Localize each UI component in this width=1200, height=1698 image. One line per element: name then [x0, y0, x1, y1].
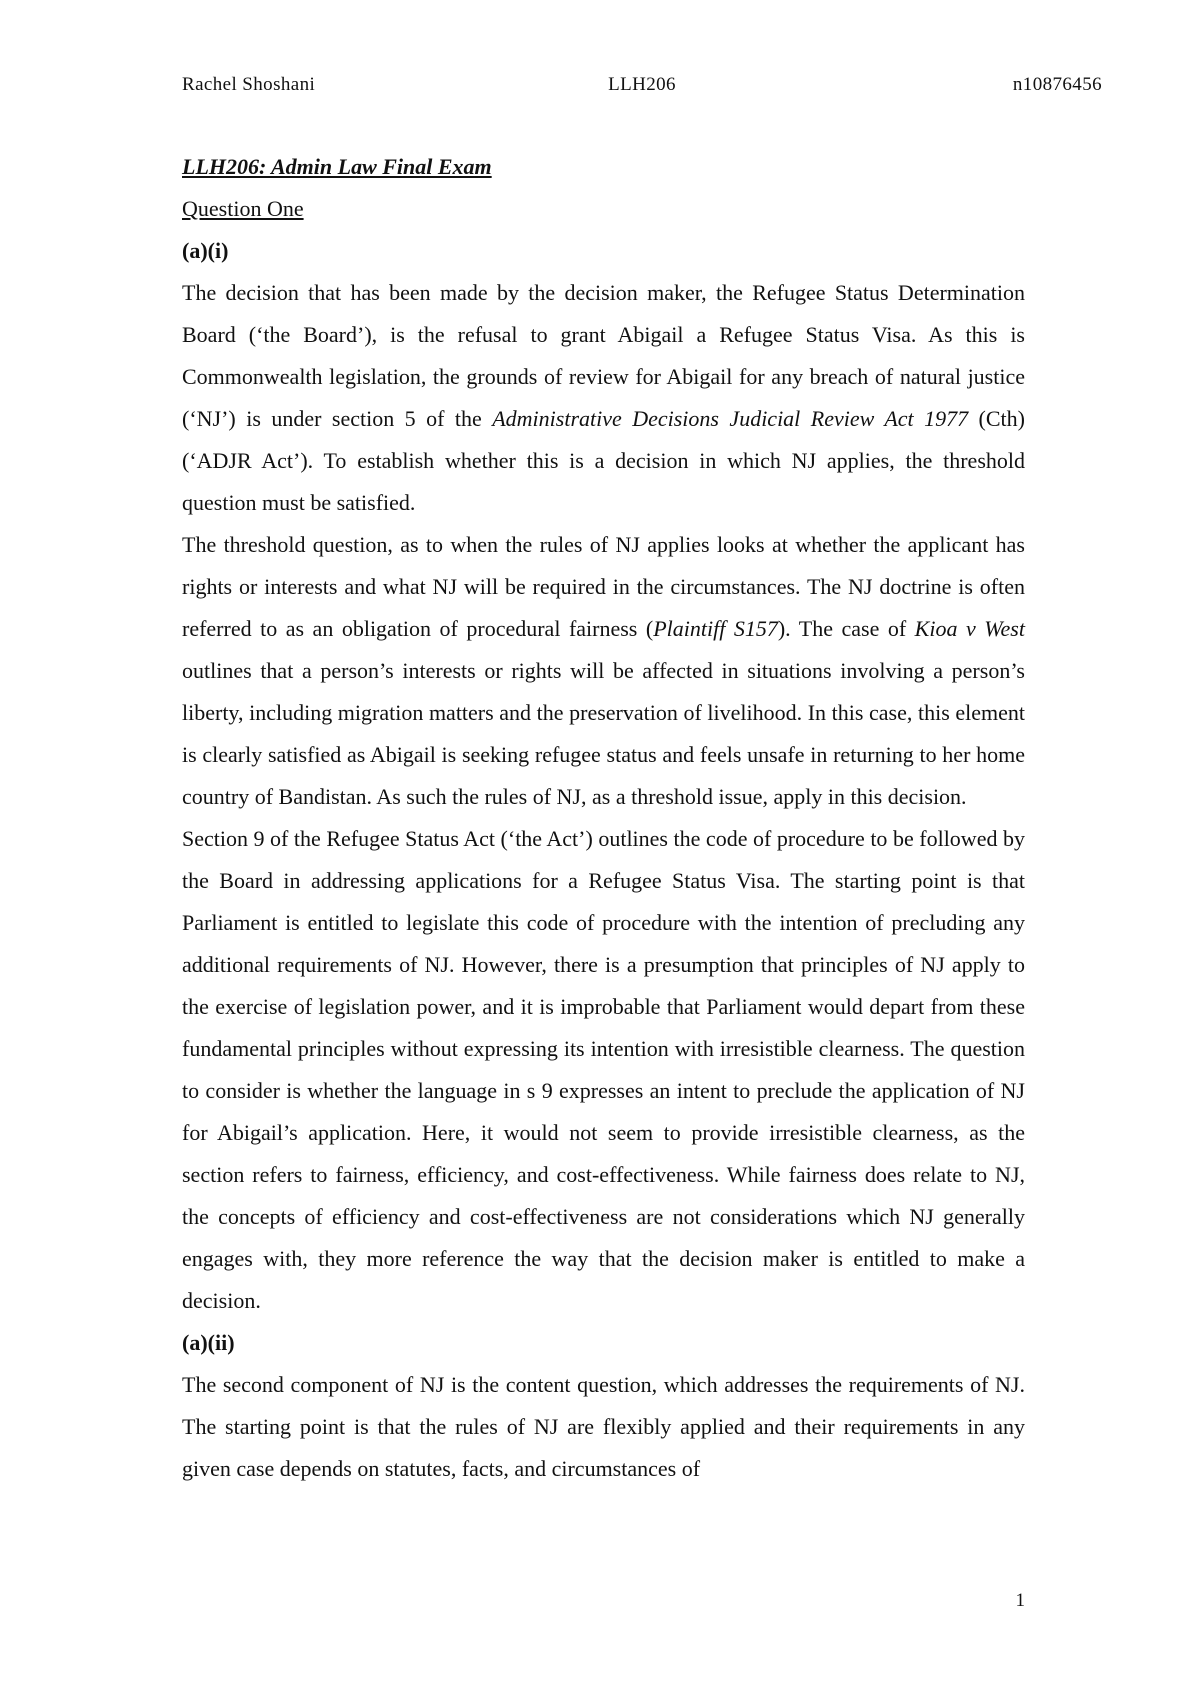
document-title: LLH206: Admin Law Final Exam: [182, 154, 492, 179]
section-heading-a-i: (a)(i): [182, 238, 229, 263]
paragraph-content-question: The second component of NJ is the content question, which addresses the requirements of NJ. The starting point is that the rules of NJ are flexibly applied and their requirements in any given case depends on statutes, facts, and circumstances of: [182, 1372, 1025, 1481]
act-citation: Administrative Decisions Judicial Review Act 1977: [492, 406, 969, 431]
page-number: 1: [1015, 1590, 1025, 1611]
paragraph-threshold: The threshold question, as to when the rules of NJ applies looks at whether the applicant has rights or interests and what NJ will be required in the circumstances. The NJ doctrine is often referred to as an obligation of procedural fairness (Plaintiff S157). The case of Kioa v West outlines that a person’s interests or rights will be affected in situations involving a person’s liberty, including migration matters and the preservation of livelihood. In this case, this element is clearly satisfied as Abigail is seeking refugee status and feels unsafe in returning to her home country of Bandistan. As such the rules of NJ, as a threshold issue, apply in this decision.: [182, 532, 1025, 809]
question-heading: Question One: [182, 196, 304, 221]
paragraph-decision: The decision that has been made by the decision maker, the Refugee Status Determination Board (‘the Board’), is the refusal to grant Abigail a Refugee Status Visa. As this is Commonwealth legislation, the grounds of review for Abigail for any breach of natural justice (‘NJ’) is under section 5 of the Administrative Decisions Judicial Review Act 1977 (Cth) (‘ADJR Act’). To establish whether this is a decision in which NJ applies, the threshold question must be satisfied.: [182, 280, 1025, 515]
header-course: LLH206: [608, 74, 676, 95]
header-author: Rachel Shoshani: [182, 74, 316, 95]
page-header: [182, 74, 1102, 100]
document-body: [182, 146, 1025, 1490]
case-citation-kioa: Kioa v West: [914, 616, 1025, 641]
section-heading-a-ii: (a)(ii): [182, 1330, 235, 1355]
header-student-id: n10876456: [1012, 74, 1102, 95]
case-citation-plaintiff: Plaintiff S157: [653, 616, 778, 641]
paragraph-section-9: Section 9 of the Refugee Status Act (‘the Act’) outlines the code of procedure to be followed by the Board in addressing applications for a Refugee Status Visa. The starting point is that Parliament is entitled to legislate this code of procedure with the intention of precluding any additional requirements of NJ. However, there is a presumption that principles of NJ apply to the exercise of legislation power, and it is improbable that Parliament would depart from these fundamental principles without expressing its intention with irresistible clearness. The question to consider is whether the language in s 9 expresses an intent to preclude the application of NJ for Abigail’s application. Here, it would not seem to provide irresistible clearness, as the section refers to fairness, efficiency, and cost-effectiveness. While fairness does relate to NJ, the concepts of efficiency and cost-effectiveness are not considerations which NJ generally engages with, they more reference the way that the decision maker is entitled to make a decision.: [182, 826, 1025, 1313]
